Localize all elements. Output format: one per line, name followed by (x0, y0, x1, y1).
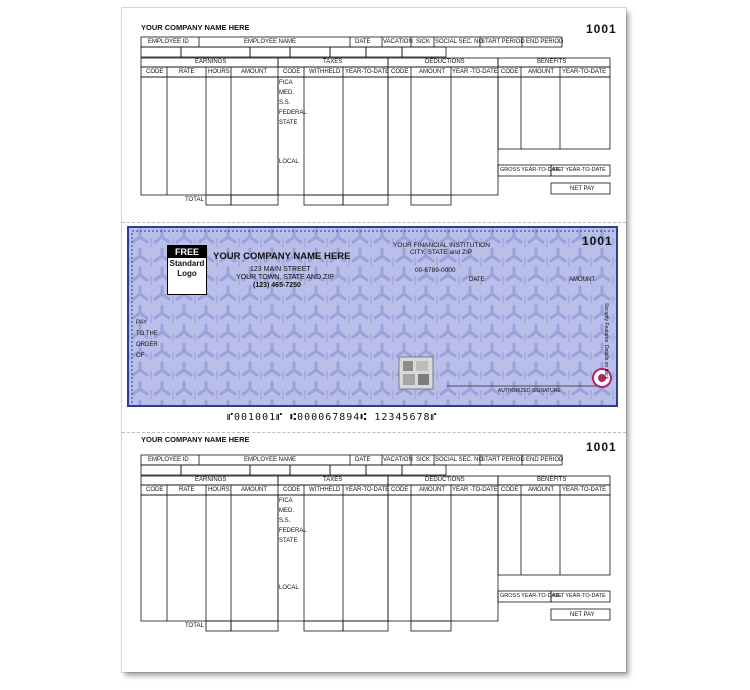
logo-free-text: FREE (168, 246, 206, 258)
pay-label: PAY (136, 320, 148, 326)
tax-fica: FICA (279, 80, 293, 86)
col-rate: RATE (179, 69, 195, 75)
tax-state: STATE (279, 538, 298, 544)
col-withheld: WITHHELD (309, 487, 341, 493)
date-label: DATE (469, 277, 485, 283)
label-deductions: DEDUCTIONS (425, 59, 465, 65)
check-company-name: YOUR COMPANY NAME HERE (213, 251, 351, 262)
check-body (127, 226, 618, 407)
tax-med: MED. (279, 508, 294, 514)
check-street: 123 MAIN STREET (250, 266, 311, 273)
col-withheld: WITHHELD (309, 69, 341, 75)
col-amount: AMOUNT (528, 487, 554, 493)
routing-fraction: 00-6789-0000 (415, 267, 456, 274)
label-net-ytd: NET YEAR-TO-DATE (553, 167, 606, 173)
col-ytd: YEAR-TO-DATE (345, 69, 390, 75)
label-earnings: EARNINGS (195, 477, 227, 483)
col-ytd: YEAR -TO-DATE (452, 487, 498, 493)
label-net-pay: NET PAY (570, 612, 595, 618)
tax-federal: FEDERAL (279, 110, 307, 116)
label-benefits: BENEFITS (537, 59, 567, 65)
label-total: TOTAL (185, 197, 204, 203)
signature-label: AUTHORIZED SIGNATURE (498, 388, 561, 394)
label-net-pay: NET PAY (570, 186, 595, 192)
label-date: DATE (355, 39, 371, 45)
col-hours: HOURS (208, 487, 230, 493)
to-the-label: TO THE (136, 331, 158, 337)
label-taxes: TAXES (323, 477, 343, 483)
stub-check-number: 1001 (586, 22, 617, 36)
col-amount: AMOUNT (528, 69, 554, 75)
logo-standard-text: Standard (169, 259, 205, 268)
col-ytd: YEAR -TO-DATE (452, 69, 498, 75)
check-city: YOUR TOWN, STATE AND ZIP (236, 274, 334, 281)
label-gross-ytd: GROSS YEAR-TO-DATE (500, 593, 562, 599)
label-vacation: VACATION (383, 457, 413, 463)
label-employee-name: EMPLOYEE NAME (244, 457, 297, 463)
col-code: CODE (501, 69, 519, 75)
label-total: TOTAL (185, 623, 204, 629)
tax-local: LOCAL (279, 159, 299, 165)
bank-name: YOUR FINANCIAL INSTITUTION (393, 242, 490, 249)
label-ssn: SOCIAL SEC. NO (435, 457, 484, 463)
label-vacation: VACATION (383, 39, 413, 45)
bank-city: CITY, STATE and ZIP (410, 249, 473, 256)
order-label: ORDER (136, 342, 158, 348)
label-employee-id: EMPLOYEE ID (148, 457, 189, 463)
bottom-stub (122, 426, 626, 636)
label-benefits: BENEFITS (537, 477, 567, 483)
stub-company-name: YOUR COMPANY NAME HERE (141, 23, 250, 32)
col-code: CODE (391, 487, 409, 493)
check-sheet (122, 8, 626, 672)
label-end-period: END PERIOD (526, 457, 564, 463)
check-number: 1001 (582, 234, 613, 248)
col-amount: AMOUNT (241, 69, 267, 75)
label-deductions: DEDUCTIONS (425, 477, 465, 483)
label-employee-id: EMPLOYEE ID (148, 39, 189, 45)
micr-line: ⑈001001⑈ ⑆000067894⑆ 12345678⑈ (227, 412, 438, 423)
label-start-period: START PERIOD (481, 457, 525, 463)
logo-logo-text: Logo (177, 269, 197, 279)
check-phone: (123) 465-7250 (253, 282, 301, 289)
tax-med: MED. (279, 90, 294, 96)
label-date: DATE (355, 457, 371, 463)
col-amount: AMOUNT (241, 487, 267, 493)
label-gross-ytd: GROSS YEAR-TO-DATE (500, 167, 562, 173)
tax-local: LOCAL (279, 585, 299, 591)
tax-ss: S.S. (279, 100, 291, 106)
tax-state: STATE (279, 120, 298, 126)
label-ssn: SOCIAL SEC. NO (435, 39, 484, 45)
label-start-period: START PERIOD (481, 39, 525, 45)
company-logo (167, 245, 207, 295)
label-sick: SICK (416, 457, 431, 463)
tax-fica: FICA (279, 498, 293, 504)
col-rate: RATE (179, 487, 195, 493)
col-code: CODE (391, 69, 409, 75)
col-ytd: YEAR-TO-DATE (562, 69, 607, 75)
tax-federal: FEDERAL (279, 528, 307, 534)
perforation-top (122, 222, 626, 223)
col-hours: HOURS (208, 69, 230, 75)
col-code: CODE (146, 69, 164, 75)
col-ytd: YEAR-TO-DATE (345, 487, 390, 493)
stub-company-name: YOUR COMPANY NAME HERE (141, 435, 250, 444)
col-ytd: YEAR-TO-DATE (562, 487, 607, 493)
tax-ss: S.S. (279, 518, 291, 524)
col-code: CODE (146, 487, 164, 493)
of-label: OF (136, 353, 145, 359)
label-sick: SICK (416, 39, 431, 45)
col-code: CODE (501, 487, 519, 493)
col-amount: AMOUNT (419, 487, 445, 493)
label-earnings: EARNINGS (195, 59, 227, 65)
col-amount: AMOUNT (419, 69, 445, 75)
security-note: Security Features. Details on back. (603, 303, 609, 381)
label-net-ytd: NET YEAR-TO-DATE (553, 593, 606, 599)
col-code: CODE (283, 69, 301, 75)
label-end-period: END PERIOD (526, 39, 564, 45)
label-taxes: TAXES (323, 59, 343, 65)
amount-label: AMOUNT (569, 277, 595, 283)
col-code: CODE (283, 487, 301, 493)
stub-check-number: 1001 (586, 440, 617, 454)
label-employee-name: EMPLOYEE NAME (244, 39, 297, 45)
